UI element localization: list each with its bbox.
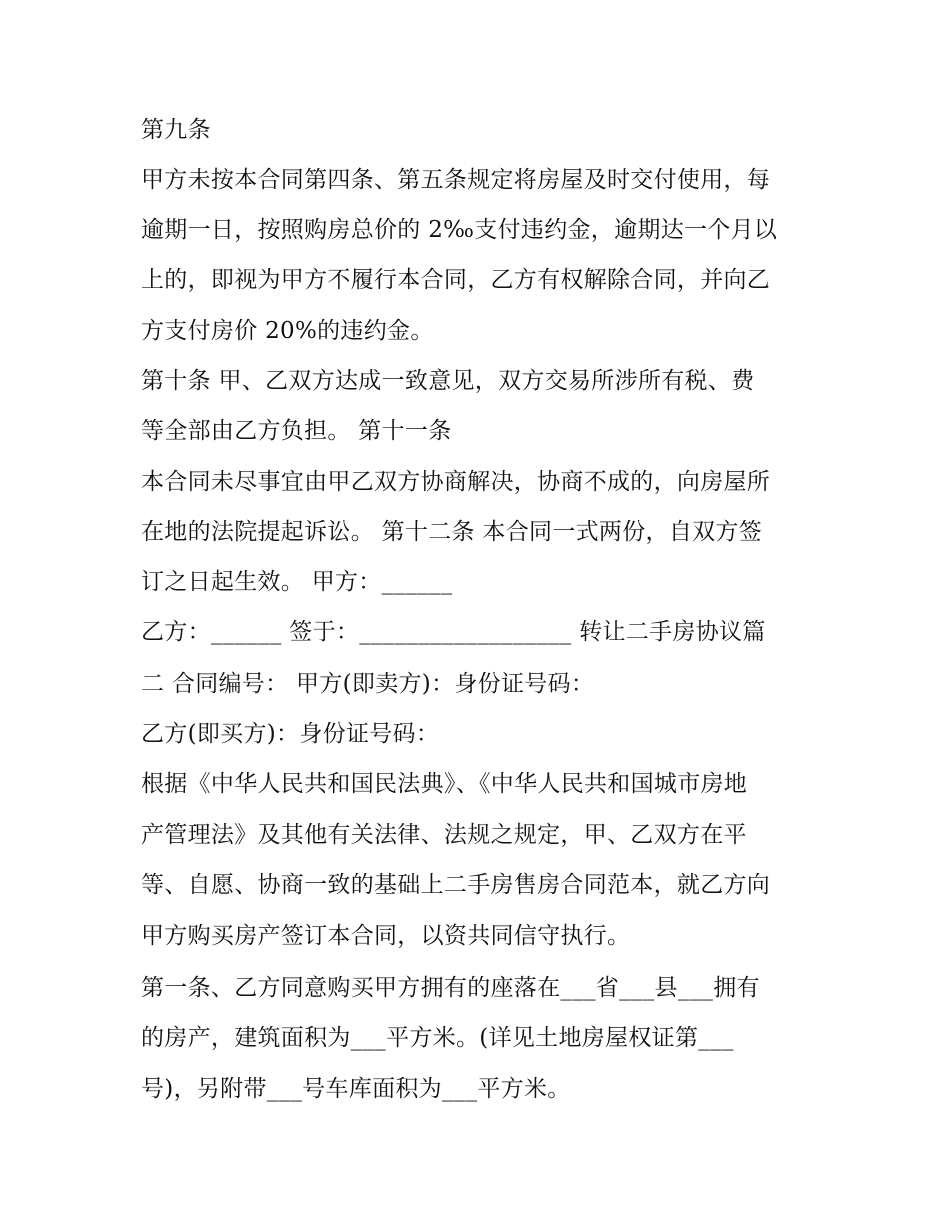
text-line: 乙方(即买方)：身份证号码：: [141, 721, 440, 747]
text-line: 的房产，建筑面积为___平方米。(详见土地房屋权证第___: [141, 1025, 734, 1051]
text-line: 第九条: [141, 117, 211, 143]
text-line: 等、自愿、协商一致的基础上二手房售房合同范本，就乙方向: [141, 872, 771, 898]
text-line: 乙方：______ 签于：__________________ 转让二手房协议篇: [141, 619, 766, 645]
text-line: 号)，另附带___号车库面积为___平方米。: [141, 1076, 571, 1102]
text-line: 二 合同编号： 甲方(即卖方)：身份证号码：: [141, 671, 595, 697]
text-line: 订之日起生效。 甲方：______: [141, 569, 453, 595]
text-line: 在地的法院提起诉讼。 第十二条 本合同一式两份，自双方签: [141, 519, 763, 545]
text-line: 甲方购买房产签订本合同，以资共同信守执行。: [141, 923, 631, 949]
text-line: 本合同未尽事宜由甲乙双方协商解决，协商不成的，向房屋所: [141, 469, 771, 495]
text-line: 根据《中华人民共和国民法典》、《中华人民共和国城市房地: [141, 771, 748, 797]
text-line: 上的，即视为甲方不履行本合同，乙方有权解除合同，并向乙: [141, 267, 771, 293]
text-line: 产管理法》及其他有关法律、法规之规定，甲、乙双方在平: [141, 822, 747, 848]
text-line: 逾期一日，按照购房总价的 2‰支付违约金，逾期达一个月以: [141, 217, 778, 243]
text-line: 等全部由乙方负担。 第十一条: [141, 418, 452, 444]
text-line: 方支付房价 20%的违约金。: [141, 318, 434, 344]
text-line: 第十条 甲、乙双方达成一致意见，双方交易所涉所有税、费: [141, 368, 755, 394]
text-line: 甲方未按本合同第四条、第五条规定将房屋及时交付使用，每: [141, 167, 771, 193]
text-line: 第一条、乙方同意购买甲方拥有的座落在___省___县___拥有: [141, 975, 760, 1001]
